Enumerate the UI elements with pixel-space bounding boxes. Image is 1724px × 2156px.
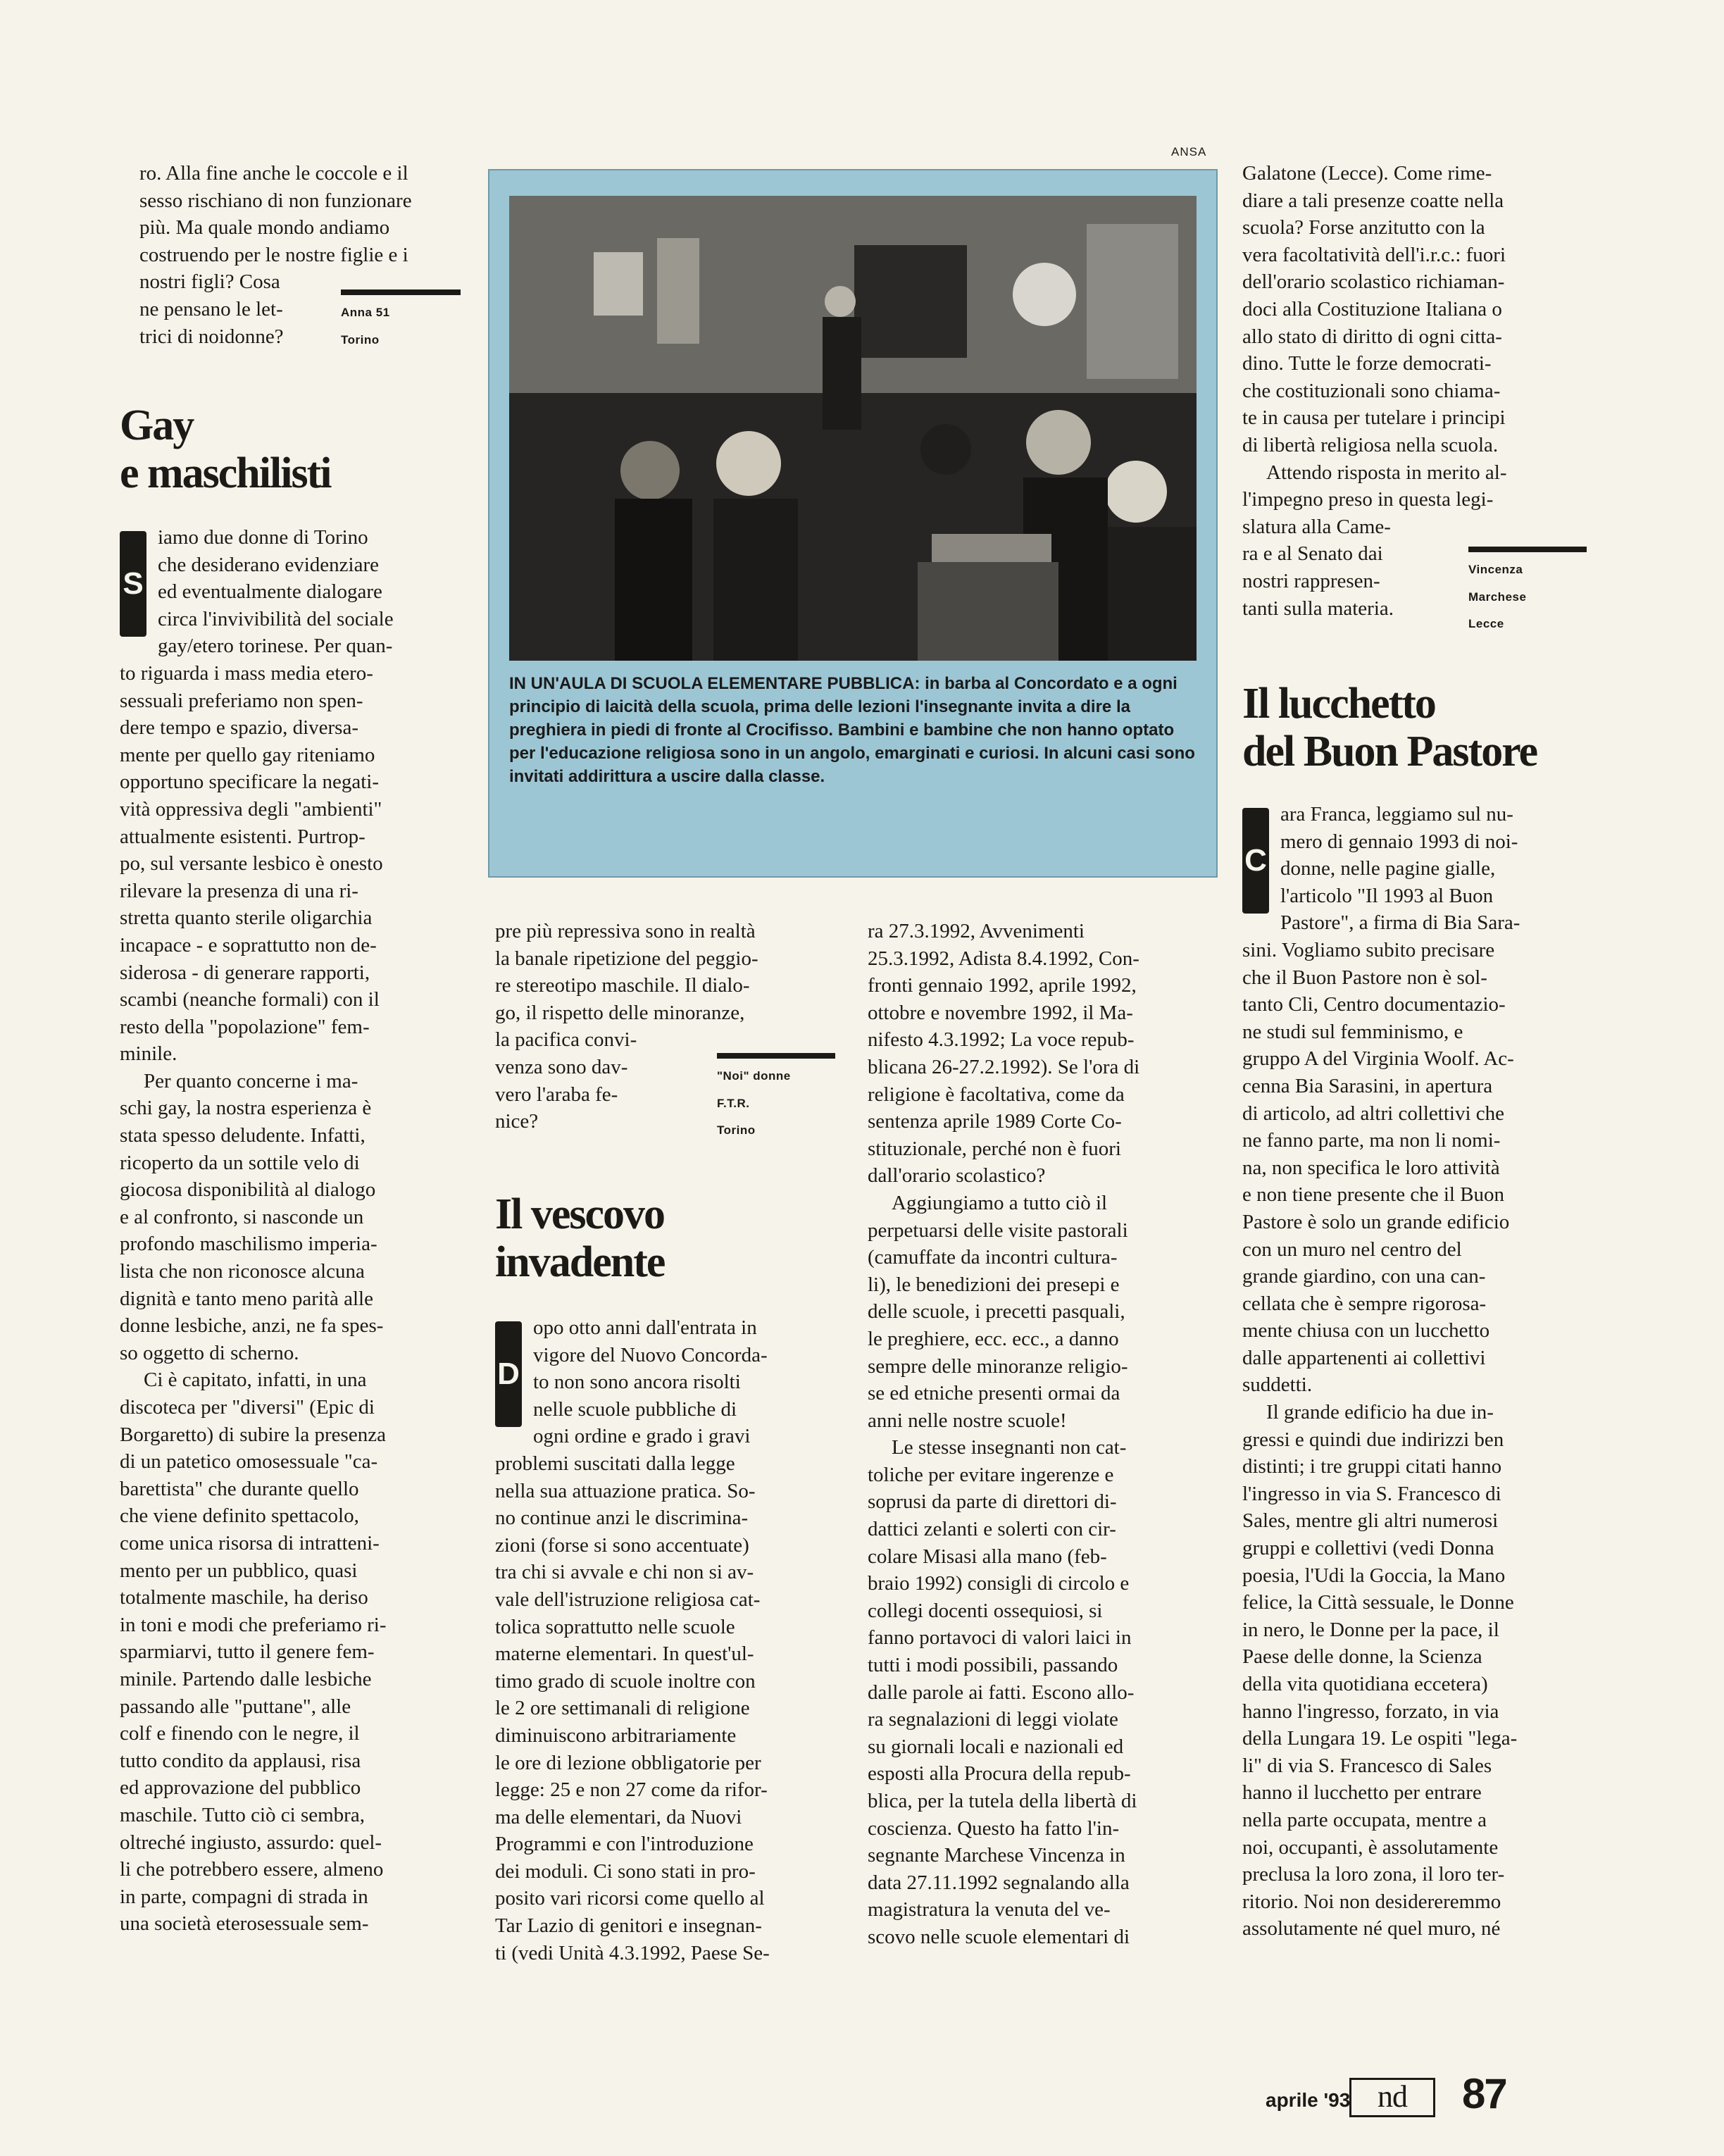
text-line: re stereotipo maschile. Il dialo-	[495, 974, 750, 997]
text-line: di libertà religiosa nella scuola.	[1242, 433, 1499, 456]
text-line: profondo maschilismo imperia-	[120, 1233, 377, 1256]
text-line: in nero, le Donne per la pace, il	[1242, 1618, 1499, 1641]
text-line: religione è facoltativa, come da	[868, 1083, 1125, 1106]
text-line: totalmente maschile, ha deriso	[120, 1586, 368, 1609]
signature-line3: Lecce	[1468, 617, 1504, 631]
text-line: delle scuole, i precetti pasquali,	[868, 1300, 1125, 1323]
text-line: materne elementari. In quest'ul-	[495, 1643, 754, 1666]
text-line: zioni (forse si sono accentuate)	[495, 1533, 749, 1557]
headline-lucchetto	[1242, 680, 1587, 775]
text-line: magistratura la venuta del ve-	[868, 1898, 1111, 1921]
text-line: te in causa per tutelare i principi	[1242, 406, 1506, 430]
text-line: e al confronto, si nasconde un	[120, 1205, 364, 1228]
text-line: come unica risorsa di intratteni-	[120, 1531, 380, 1554]
text-line: collegi docenti ossequiosi, si	[868, 1599, 1103, 1622]
text-line: maschile. Tutto ciò ci sembra,	[120, 1803, 365, 1826]
text-line: soprusi da parte di direttori di-	[868, 1490, 1117, 1514]
signature-line2: F.T.R.	[717, 1096, 750, 1110]
text-line: vigore del Nuovo Concorda-	[533, 1343, 768, 1366]
text-line: dalle appartenenti ai collettivi	[1242, 1346, 1486, 1369]
text-line: noi, occupanti, è assolutamente	[1242, 1836, 1499, 1859]
text-line: costruendo per le nostre figlie e i	[139, 243, 408, 266]
col4-para2	[1242, 459, 1587, 623]
text-line: discoteca per "diversi" (Epic di	[120, 1396, 375, 1419]
signature-anna	[341, 299, 390, 354]
text-line: iamo due donne di Torino	[158, 526, 368, 549]
magazine-logo: nd	[1349, 2078, 1435, 2117]
text-line: blicana 26-27.2.1992). Se l'ora di	[868, 1055, 1140, 1078]
text-line: coscienza. Questo ha fatto l'in-	[868, 1817, 1120, 1840]
text-line: Sales, mentre gli altri numerosi	[1242, 1509, 1499, 1533]
headline-line1: Il lucchetto	[1242, 680, 1435, 728]
text-line: ogni ordine e grado i gravi	[533, 1425, 751, 1448]
column-1	[139, 160, 462, 350]
text-line: Le stesse insegnanti non cat-	[892, 1436, 1127, 1459]
text-line: dall'orario scolastico?	[868, 1164, 1046, 1188]
text-line: ritorio. Noi non desidereremmo	[1242, 1890, 1501, 1913]
text-line: Il grande edificio ha due in-	[1266, 1401, 1494, 1424]
text-line: segnante Marchese Vincenza in	[868, 1844, 1125, 1867]
text-line: nice?	[495, 1110, 539, 1133]
dropcap-d: D	[495, 1321, 522, 1427]
headline-gay	[120, 401, 462, 497]
text-line: hanno il lucchetto per entrare	[1242, 1781, 1482, 1805]
text-line: donne, nelle pagine gialle,	[1280, 857, 1496, 880]
text-line: le ore di lezione obbligatorie per	[495, 1751, 761, 1774]
photo-caption	[509, 672, 1197, 788]
text-line: attualmente esistenti. Purtrop-	[120, 825, 366, 848]
text-line: in toni e modi che preferiamo ri-	[120, 1613, 387, 1636]
text-line: vale dell'istruzione religiosa cat-	[495, 1588, 761, 1611]
headline-line2: e maschilisti	[120, 449, 331, 497]
text-line: Galatone (Lecce). Come rime-	[1242, 162, 1492, 185]
text-line: gay/etero torinese. Per quan-	[158, 635, 393, 658]
text-line: incapace - e soprattutto non de-	[120, 933, 377, 957]
text-line: barettista" che durante quello	[120, 1477, 359, 1500]
text-line: ed eventualmente dialogare	[158, 580, 382, 604]
text-line: lista che non riconosce alcuna	[120, 1260, 365, 1283]
photo-box	[488, 169, 1218, 878]
text-line: donne lesbiche, anzi, ne fa spes-	[120, 1314, 384, 1338]
text-line: ra e al Senato dai	[1242, 542, 1383, 566]
text-line: mente chiusa con un lucchetto	[1242, 1319, 1490, 1342]
text-line: perpetuarsi delle visite pastorali	[868, 1219, 1128, 1242]
text-line: ti (vedi Unità 4.3.1992, Paese Se-	[495, 1941, 770, 1964]
text-line: mero di gennaio 1993 di noi-	[1280, 830, 1518, 853]
text-line: Programmi e con l'introduzione	[495, 1833, 754, 1856]
text-line: schi gay, la nostra esperienza è	[120, 1097, 372, 1120]
text-line: tolica soprattutto nelle scuole	[495, 1615, 735, 1638]
text-line: so oggetto di scherno.	[120, 1341, 299, 1364]
classroom-photo	[509, 196, 1197, 661]
text-line: slatura alla Came-	[1242, 515, 1391, 538]
column-2-article	[495, 1190, 839, 1967]
text-line: minile.	[120, 1042, 177, 1066]
text-line: sentenza aprile 1989 Corte Co-	[868, 1110, 1122, 1133]
text-line: to non sono ancora risolti	[533, 1371, 741, 1394]
text-line: tutti i modi possibili, passando	[868, 1654, 1118, 1677]
text-line: opportuno specificare la negati-	[120, 771, 379, 794]
text-line: posito vari ricorsi come quello al	[495, 1887, 765, 1910]
text-line: pre più repressiva sono in realtà	[495, 920, 756, 942]
text-line: le preghiere, ecc. ecc., a danno	[868, 1327, 1119, 1350]
text-line: ne studi sul femminismo, e	[1242, 1020, 1463, 1043]
text-line: felice, la Città sessuale, le Donne	[1242, 1591, 1514, 1614]
text-line: preclusa la loro zona, il loro ter-	[1242, 1863, 1505, 1886]
text-line: tutto condito da applausi, risa	[120, 1749, 361, 1772]
classroom-image-icon	[509, 196, 1197, 661]
text-line: una società eterosessuale sem-	[120, 1912, 369, 1936]
text-line: rilevare la presenza di una ri-	[120, 879, 358, 902]
text-line: della vita quotidiana eccetera)	[1242, 1673, 1488, 1695]
text-line: 25.3.1992, Adista 8.4.1992, Con-	[868, 947, 1139, 970]
text-line: che il Buon Pastore non è sol-	[1242, 966, 1487, 989]
text-line: braio 1992) consigli di circolo e	[868, 1572, 1130, 1595]
column-4	[1242, 160, 1587, 622]
signature-line2: Marchese	[1468, 590, 1527, 604]
col4-body	[1242, 801, 1587, 1399]
text-line: timo grado di scuole inoltre con	[495, 1669, 756, 1693]
text-line: nella sua attuazione pratica. So-	[495, 1479, 756, 1502]
column-3	[868, 918, 1215, 1951]
signature-rule	[341, 289, 461, 295]
text-line: diare a tali presenze coatte nella	[1242, 189, 1504, 212]
column-1-article	[120, 401, 462, 1938]
text-line: la banale ripetizione del peggio-	[495, 947, 758, 970]
text-line: ra 27.3.1992, Avvenimenti	[868, 920, 1085, 942]
headline-vescovo	[495, 1190, 839, 1286]
col1-intro	[139, 160, 462, 350]
text-line: vera facoltatività dell'i.r.c.: fuori	[1242, 243, 1506, 266]
text-line: della Lungara 19. Le ospiti "lega-	[1242, 1727, 1518, 1750]
headline-line1: Il vescovo	[495, 1190, 665, 1238]
caption-lead: IN UN'AULA DI SCUOLA ELEMENTARE PUBBLICA:	[509, 674, 920, 693]
text-line: colf e finendo con le negre, il	[120, 1722, 360, 1745]
text-line: Aggiungiamo a tutto ciò il	[892, 1191, 1108, 1214]
text-line: l'impegno preso in questa legi-	[1242, 488, 1494, 511]
col3-para3	[868, 1434, 1215, 1950]
text-line: Pastore è solo un grande edificio	[1242, 1210, 1510, 1233]
text-line: dattici zelanti e solerti con cir-	[868, 1518, 1116, 1541]
text-line: che costituzionali sono chiama-	[1242, 379, 1501, 402]
text-line: ed approvazione del pubblico	[120, 1776, 361, 1800]
text-line: nostri rappresen-	[1242, 569, 1380, 592]
text-line: nostri figli? Cosa	[139, 270, 280, 294]
text-line: Paese delle donne, la Scienza	[1242, 1645, 1482, 1669]
text-line: fanno portavoci di valori laici in	[868, 1626, 1132, 1650]
text-line: dei moduli. Ci sono stati in pro-	[495, 1859, 756, 1883]
text-line: ottobre e novembre 1992, il Ma-	[868, 1001, 1133, 1024]
text-line: Attendo risposta in merito al-	[1266, 461, 1507, 484]
text-line: hanno l'ingresso, forzato, in via	[1242, 1700, 1499, 1723]
text-line: se ed etniche presenti ormai da	[868, 1382, 1120, 1405]
text-line: dere tempo e spazio, diversa-	[120, 716, 358, 740]
text-line: stretta quanto sterile oligarchia	[120, 906, 373, 930]
text-line: sparmiarvi, tutto il genere fem-	[120, 1640, 375, 1664]
text-line: assolutamente né quel muro, né	[1242, 1917, 1501, 1940]
text-line: dino. Tutte le forze democrati-	[1242, 352, 1492, 375]
text-line: vero l'araba fe-	[495, 1083, 618, 1106]
signature-rule-2	[717, 1053, 835, 1059]
text-line: circa l'invivibilità del sociale	[158, 607, 394, 630]
text-line: nelle scuole pubbliche di	[533, 1397, 737, 1421]
text-line: problemi suscitati dalla legge	[495, 1452, 735, 1475]
text-line: anni nelle nostre scuole!	[868, 1409, 1067, 1432]
signature-line3: Torino	[717, 1123, 756, 1138]
text-line: scovo nelle scuole elementari di	[868, 1925, 1130, 1948]
text-line: sessuali preferiamo non spen-	[120, 689, 363, 712]
text-line: allo stato di diritto di ogni citta-	[1242, 325, 1502, 348]
text-line: Tar Lazio di genitori e insegnan-	[495, 1914, 762, 1938]
text-line: ricoperto da un sottile velo di	[120, 1151, 360, 1174]
text-line: (camuffate da incontri cultura-	[868, 1246, 1118, 1269]
text-line: l'articolo "Il 1993 al Buon	[1280, 884, 1494, 907]
signature-vincenza	[1468, 556, 1526, 638]
signature-rule-4	[1468, 547, 1587, 552]
text-line: li che potrebbero essere, almeno	[120, 1858, 384, 1881]
signature-line1: Vincenza	[1468, 563, 1523, 576]
text-line: Pastore", a firma di Bia Sara-	[1280, 911, 1520, 935]
text-line: e non tiene presente che il Buon	[1242, 1183, 1505, 1207]
text-line: diminuiscono arbitrariamente	[495, 1724, 737, 1747]
text-line: gressi e quindi due indirizzi ben	[1242, 1428, 1504, 1451]
text-line: na, non specifica le loro attività	[1242, 1156, 1500, 1179]
photo-credit: ANSA	[1171, 145, 1207, 158]
text-line: siderosa - di generare rapporti,	[120, 961, 370, 984]
text-line: Ci è capitato, infatti, in una	[144, 1369, 367, 1392]
col1-para3	[120, 1366, 462, 1937]
text-line: data 27.11.1992 segnalando alla	[868, 1871, 1130, 1894]
text-line: l'ingresso in via S. Francesco di	[1242, 1482, 1501, 1505]
text-line: nella parte occupata, mentre a	[1242, 1808, 1487, 1831]
headline-line1: Gay	[120, 401, 194, 449]
text-line: scambi (neanche formali) con il	[120, 988, 380, 1011]
page-number: 87	[1462, 2070, 1506, 2117]
text-line: poesia, l'Udi la Goccia, la Mano	[1242, 1564, 1506, 1587]
text-line: più. Ma quale mondo andiamo	[139, 216, 390, 239]
text-line: legge: 25 e non 27 come da rifor-	[495, 1778, 768, 1802]
dropcap-s: S	[120, 531, 146, 637]
text-line: mente per quello gay riteniamo	[120, 743, 375, 766]
text-line: doci alla Costituzione Italiana o	[1242, 297, 1502, 320]
text-line: opo otto anni dall'entrata in	[533, 1316, 757, 1339]
text-line: su giornali locali e nazionali ed	[868, 1735, 1124, 1758]
text-line: giocosa disponibilità al dialogo	[120, 1178, 376, 1202]
text-line: gruppo A del Virginia Woolf. Ac-	[1242, 1047, 1514, 1071]
text-line: oltreché ingiusto, assurdo: quel-	[120, 1831, 382, 1854]
text-line: nifesto 4.3.1992; La voce repub-	[868, 1028, 1135, 1052]
text-line: fronti gennaio 1992, aprile 1992,	[868, 974, 1137, 997]
text-line: toliche per evitare ingerenze e	[868, 1463, 1114, 1486]
issue-month: aprile '93	[1266, 2089, 1351, 2111]
col4-intro	[1242, 160, 1587, 459]
text-line: li" di via S. Francesco di Sales	[1242, 1754, 1492, 1777]
text-line: con un muro nel centro del	[1242, 1238, 1462, 1261]
signature-line1: "Noi" donne	[717, 1069, 791, 1083]
text-line: tra chi si avvale e chi non si av-	[495, 1561, 754, 1584]
signature-city: Torino	[341, 332, 380, 347]
col2-body	[495, 1314, 839, 1967]
headline-line2: invadente	[495, 1238, 665, 1286]
text-line: venza sono dav-	[495, 1055, 628, 1078]
text-line: sesso rischiano di non funzionare	[139, 189, 412, 212]
col1-body	[120, 524, 462, 1068]
text-line: trici di noidonne?	[139, 325, 284, 348]
text-line: ro. Alla fine anche le coccole e il	[139, 162, 408, 185]
col4-para2b	[1242, 1399, 1587, 1943]
text-line: passando alle "puttane", alle	[120, 1695, 351, 1718]
text-line: mento per un pubblico, quasi	[120, 1559, 358, 1582]
text-line: resto della "popolazione" fem-	[120, 1015, 370, 1038]
text-line: sempre delle minoranze religio-	[868, 1354, 1128, 1378]
text-line: dignità e tanto meno parità alle	[120, 1287, 373, 1310]
text-line: to riguarda i mass media etero-	[120, 661, 373, 685]
text-line: cenna Bia Sarasini, in apertura	[1242, 1074, 1493, 1097]
column-4-article	[1242, 680, 1587, 1943]
text-line: che desiderano evidenziare	[158, 553, 379, 576]
text-line: in parte, compagni di strada in	[120, 1885, 368, 1908]
text-line: gruppi e collettivi (vedi Donna	[1242, 1537, 1494, 1560]
text-line: ne pensano le let-	[139, 297, 283, 320]
text-line: stata spesso deludente. Infatti,	[120, 1124, 366, 1147]
text-line: Per quanto concerne i ma-	[144, 1069, 358, 1092]
text-line: blica, per la tutela della libertà di	[868, 1790, 1137, 1812]
text-line: le 2 ore settimanali di religione	[495, 1697, 750, 1720]
text-line: sini. Vogliamo subito precisare	[1242, 938, 1495, 961]
text-line: distinti; i tre gruppi citati hanno	[1242, 1455, 1502, 1478]
text-line: scuola? Forse anzitutto con la	[1242, 216, 1485, 239]
text-line: po, sul versante lesbico è onesto	[120, 852, 383, 876]
text-line: suddetti.	[1242, 1373, 1313, 1397]
text-line: di un patetico omosessuale "ca-	[120, 1450, 378, 1473]
col3-text	[868, 918, 1215, 1190]
text-line: Borgaretto) di subire la presenza	[120, 1423, 386, 1446]
text-line: vità oppressiva degli "ambienti"	[120, 797, 382, 821]
text-line: stituzionale, perché non è fuori	[868, 1137, 1121, 1160]
text-line: dell'orario scolastico richiaman-	[1242, 270, 1505, 294]
headline-line2: del Buon Pastore	[1242, 728, 1537, 775]
col1-para2	[120, 1068, 462, 1367]
text-line: minile. Partendo dalle lesbiche	[120, 1667, 372, 1690]
dropcap-c: C	[1242, 808, 1269, 914]
text-line: no continue anzi le discrimina-	[495, 1507, 749, 1530]
text-line: cellata che è sempre rigorosa-	[1242, 1292, 1487, 1315]
text-line: grande giardino, con una can-	[1242, 1265, 1486, 1288]
text-line: colare Misasi alla mano (feb-	[868, 1545, 1107, 1568]
col3-para2	[868, 1190, 1215, 1434]
text-line: la pacifica convi-	[495, 1028, 637, 1052]
text-line: ara Franca, leggiamo sul nu-	[1280, 803, 1513, 825]
text-line: esposti alla Procura della repub-	[868, 1762, 1131, 1786]
text-line: ma delle elementari, da Nuovi	[495, 1805, 742, 1828]
text-line: che viene definito spettacolo,	[120, 1504, 359, 1528]
signature-noi-donne	[717, 1063, 791, 1145]
text-line: go, il rispetto delle minoranze,	[495, 1001, 745, 1024]
text-line: ne fanno parte, ma non li nomi-	[1242, 1129, 1501, 1152]
text-line: ra segnalazioni di leggi violate	[868, 1708, 1118, 1731]
signature-name: Anna 51	[341, 306, 390, 319]
text-line: dalle parole ai fatti. Escono allo-	[868, 1681, 1135, 1704]
text-line: tanto Cli, Centro documentazio-	[1242, 993, 1506, 1016]
text-line: li), le benedizioni dei presepi e	[868, 1273, 1120, 1296]
text-line: di articolo, ad altri collettivi che	[1242, 1102, 1505, 1125]
text-line: tanti sulla materia.	[1242, 597, 1394, 620]
caption-text: in barba al Concordato e a ogni principio di laicità della scuola, prima delle lezioni l'insegnante invita a dire la preghiera in piedi di fronte al Crocifisso. Bambini e bambine che non hanno optato per l'educazione religiosa sono in un angolo, emarginati e curiosi. In alcuni casi sono invitati addirittura a uscire dalla classe.	[509, 674, 1195, 786]
